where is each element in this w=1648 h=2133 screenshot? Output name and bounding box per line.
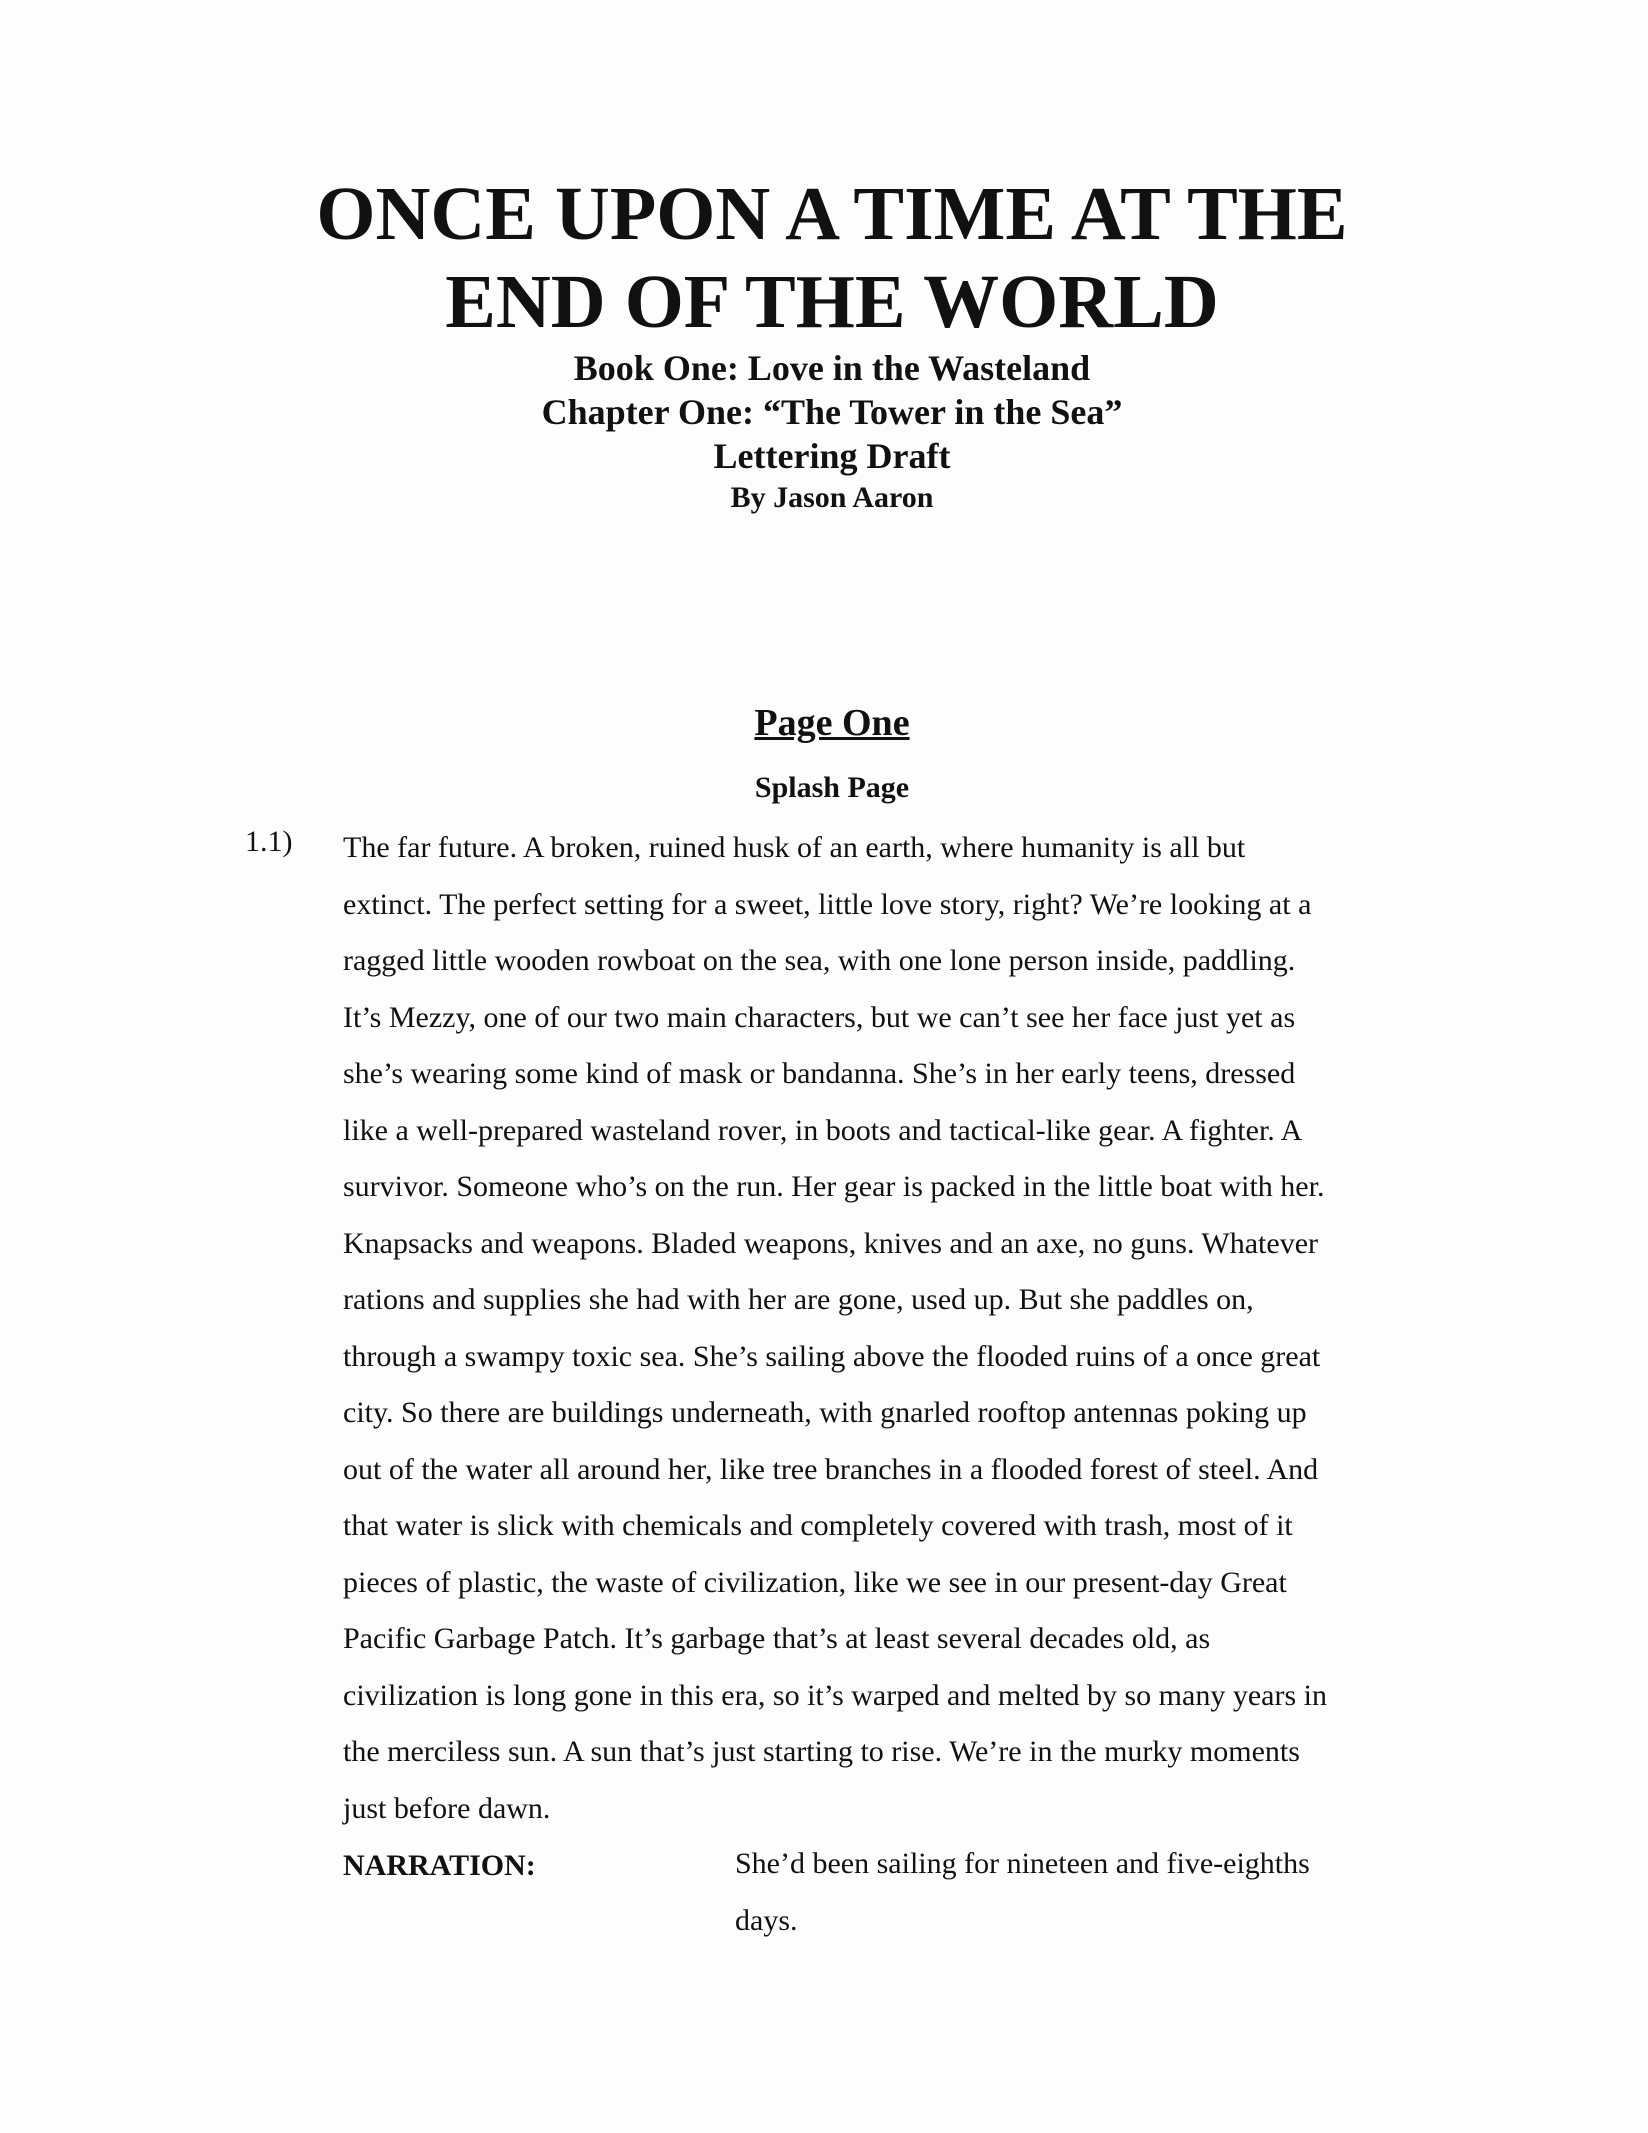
narration-label: NARRATION:: [343, 1849, 536, 1882]
description-line: out of the water all around her, like tree branches in a flooded forest of steel. And: [343, 1452, 1319, 1486]
description-line: The far future. A broken, ruined husk of an earth, where humanity is all but: [343, 831, 1246, 864]
description-line: that water is slick with chemicals and completely covered with trash, most of it: [343, 1509, 1293, 1542]
panel-description: [343, 820, 1425, 1837]
description-line: Knapsacks and weapons. Bladed weapons, knives and an axe, no guns. Whatever: [343, 1226, 1318, 1260]
chapter-title: Chapter One: “The Tower in the Sea”: [541, 392, 1123, 432]
narration-line: She’d been sailing for nineteen and five-eighths: [735, 1847, 1310, 1880]
description-line: she’s wearing some kind of mask or bandanna. She’s in her early teens, dressed: [343, 1057, 1296, 1090]
description-line: civilization is long gone in this era, so it’s warped and melted by so many years in: [343, 1678, 1327, 1712]
description-line: survivor. Someone who’s on the run. Her gear is packed in the little boat with her.: [343, 1170, 1325, 1203]
description-line: It’s Mezzy, one of our two main characters, but we can’t see her face just yet as: [343, 1000, 1296, 1034]
description-line: the merciless sun. A sun that’s just starting to rise. We’re in the murky moments: [343, 1735, 1300, 1768]
main-title-line-1: ONCE UPON A TIME AT THE: [316, 172, 1348, 256]
description-line: ragged little wooden rowboat on the sea, with one lone person inside, paddling.: [343, 944, 1296, 977]
description-line: just before dawn.: [343, 1791, 551, 1825]
description-line: Pacific Garbage Patch. It’s garbage that’s at least several decades old, as: [343, 1622, 1211, 1655]
description-line: like a well-prepared wasteland rover, in boots and tactical-like gear. A fighter. A: [343, 1113, 1303, 1147]
draft-label: Lettering Draft: [713, 436, 951, 476]
main-title-line-2: END OF THE WORLD: [445, 260, 1219, 344]
narration-text: [735, 1836, 1385, 1949]
page-heading: Page One: [754, 702, 910, 744]
description-line: extinct. The perfect setting for a sweet, little love story, right? We’re looking at a: [343, 887, 1312, 921]
splash-heading: Splash Page: [754, 771, 910, 804]
description-line: pieces of plastic, the waste of civilization, like we see in our present-day Great: [343, 1565, 1287, 1599]
description-line: through a swampy toxic sea. She’s sailing above the flooded ruins of a once great: [343, 1339, 1321, 1373]
panel-number: 1.1): [245, 825, 293, 858]
description-line: rations and supplies she had with her are gone, used up. But she paddles on,: [343, 1283, 1254, 1316]
description-line: city. So there are buildings underneath, with gnarled rooftop antennas poking up: [343, 1396, 1307, 1429]
narration-line: days.: [735, 1903, 798, 1937]
author-byline: By Jason Aaron: [730, 481, 934, 514]
title-block: [0, 170, 1648, 518]
book-title: Book One: Love in the Wasteland: [573, 348, 1091, 388]
